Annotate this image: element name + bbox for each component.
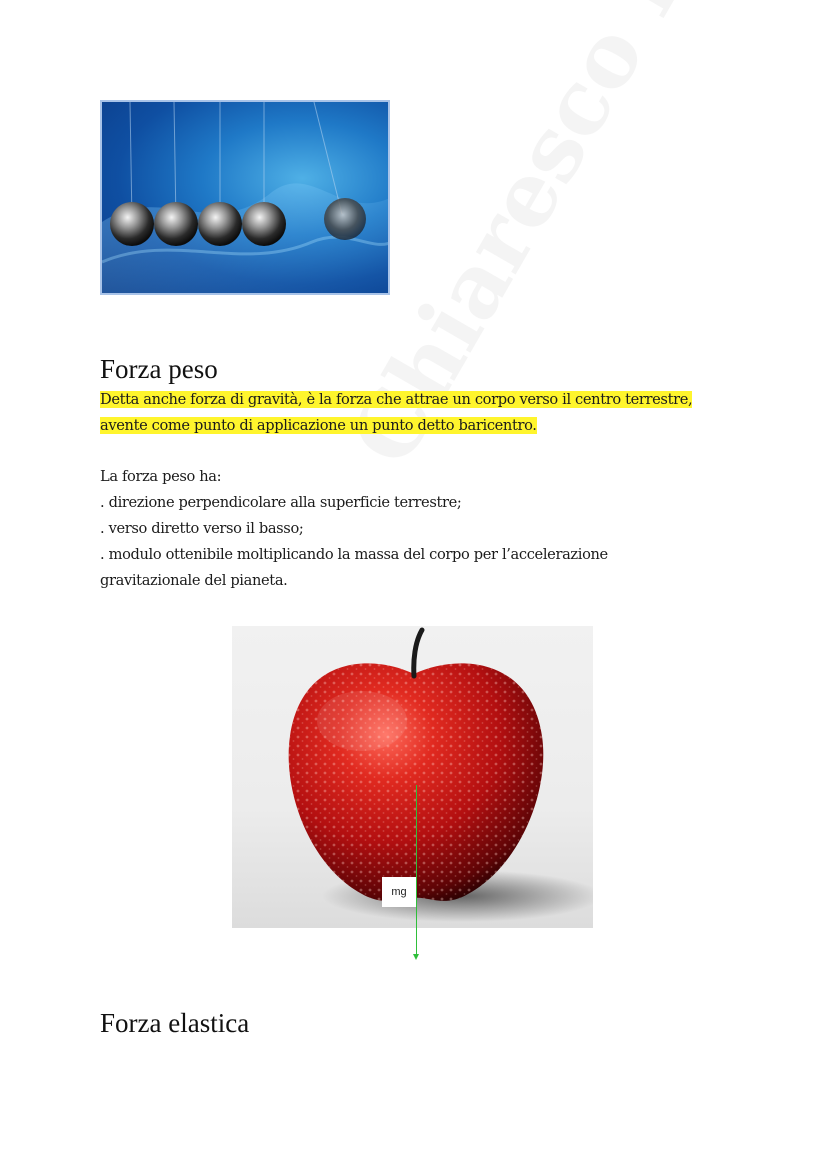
newtons-cradle-image xyxy=(100,100,390,295)
arrow-head-icon xyxy=(413,954,419,960)
list-item: gravitazionale del pianeta. xyxy=(100,572,288,589)
highlighted-text: avente come punto di applicazione un punto detto baricentro. xyxy=(100,417,537,434)
highlighted-text: Detta anche forza di gravità, è la forza che attrae un corpo verso il centro terrestre, xyxy=(100,391,693,408)
section-title-forza-peso: Forza peso xyxy=(100,354,218,384)
weight-force-arrow xyxy=(416,785,417,957)
definition-paragraph xyxy=(100,387,740,439)
list-item: . verso diretto verso il basso; xyxy=(100,520,304,537)
list-item: . modulo ottenibile moltiplicando la massa del corpo per l’accelerazione xyxy=(100,546,608,563)
force-label: mg xyxy=(382,877,416,907)
list-item: . direzione perpendicolare alla superficie terrestre; xyxy=(100,494,462,511)
newtons-cradle-icon xyxy=(102,102,390,295)
list-intro: La forza peso ha: xyxy=(100,468,222,485)
properties-list xyxy=(100,464,740,594)
section-title-forza-elastica: Forza elastica xyxy=(100,1008,250,1038)
